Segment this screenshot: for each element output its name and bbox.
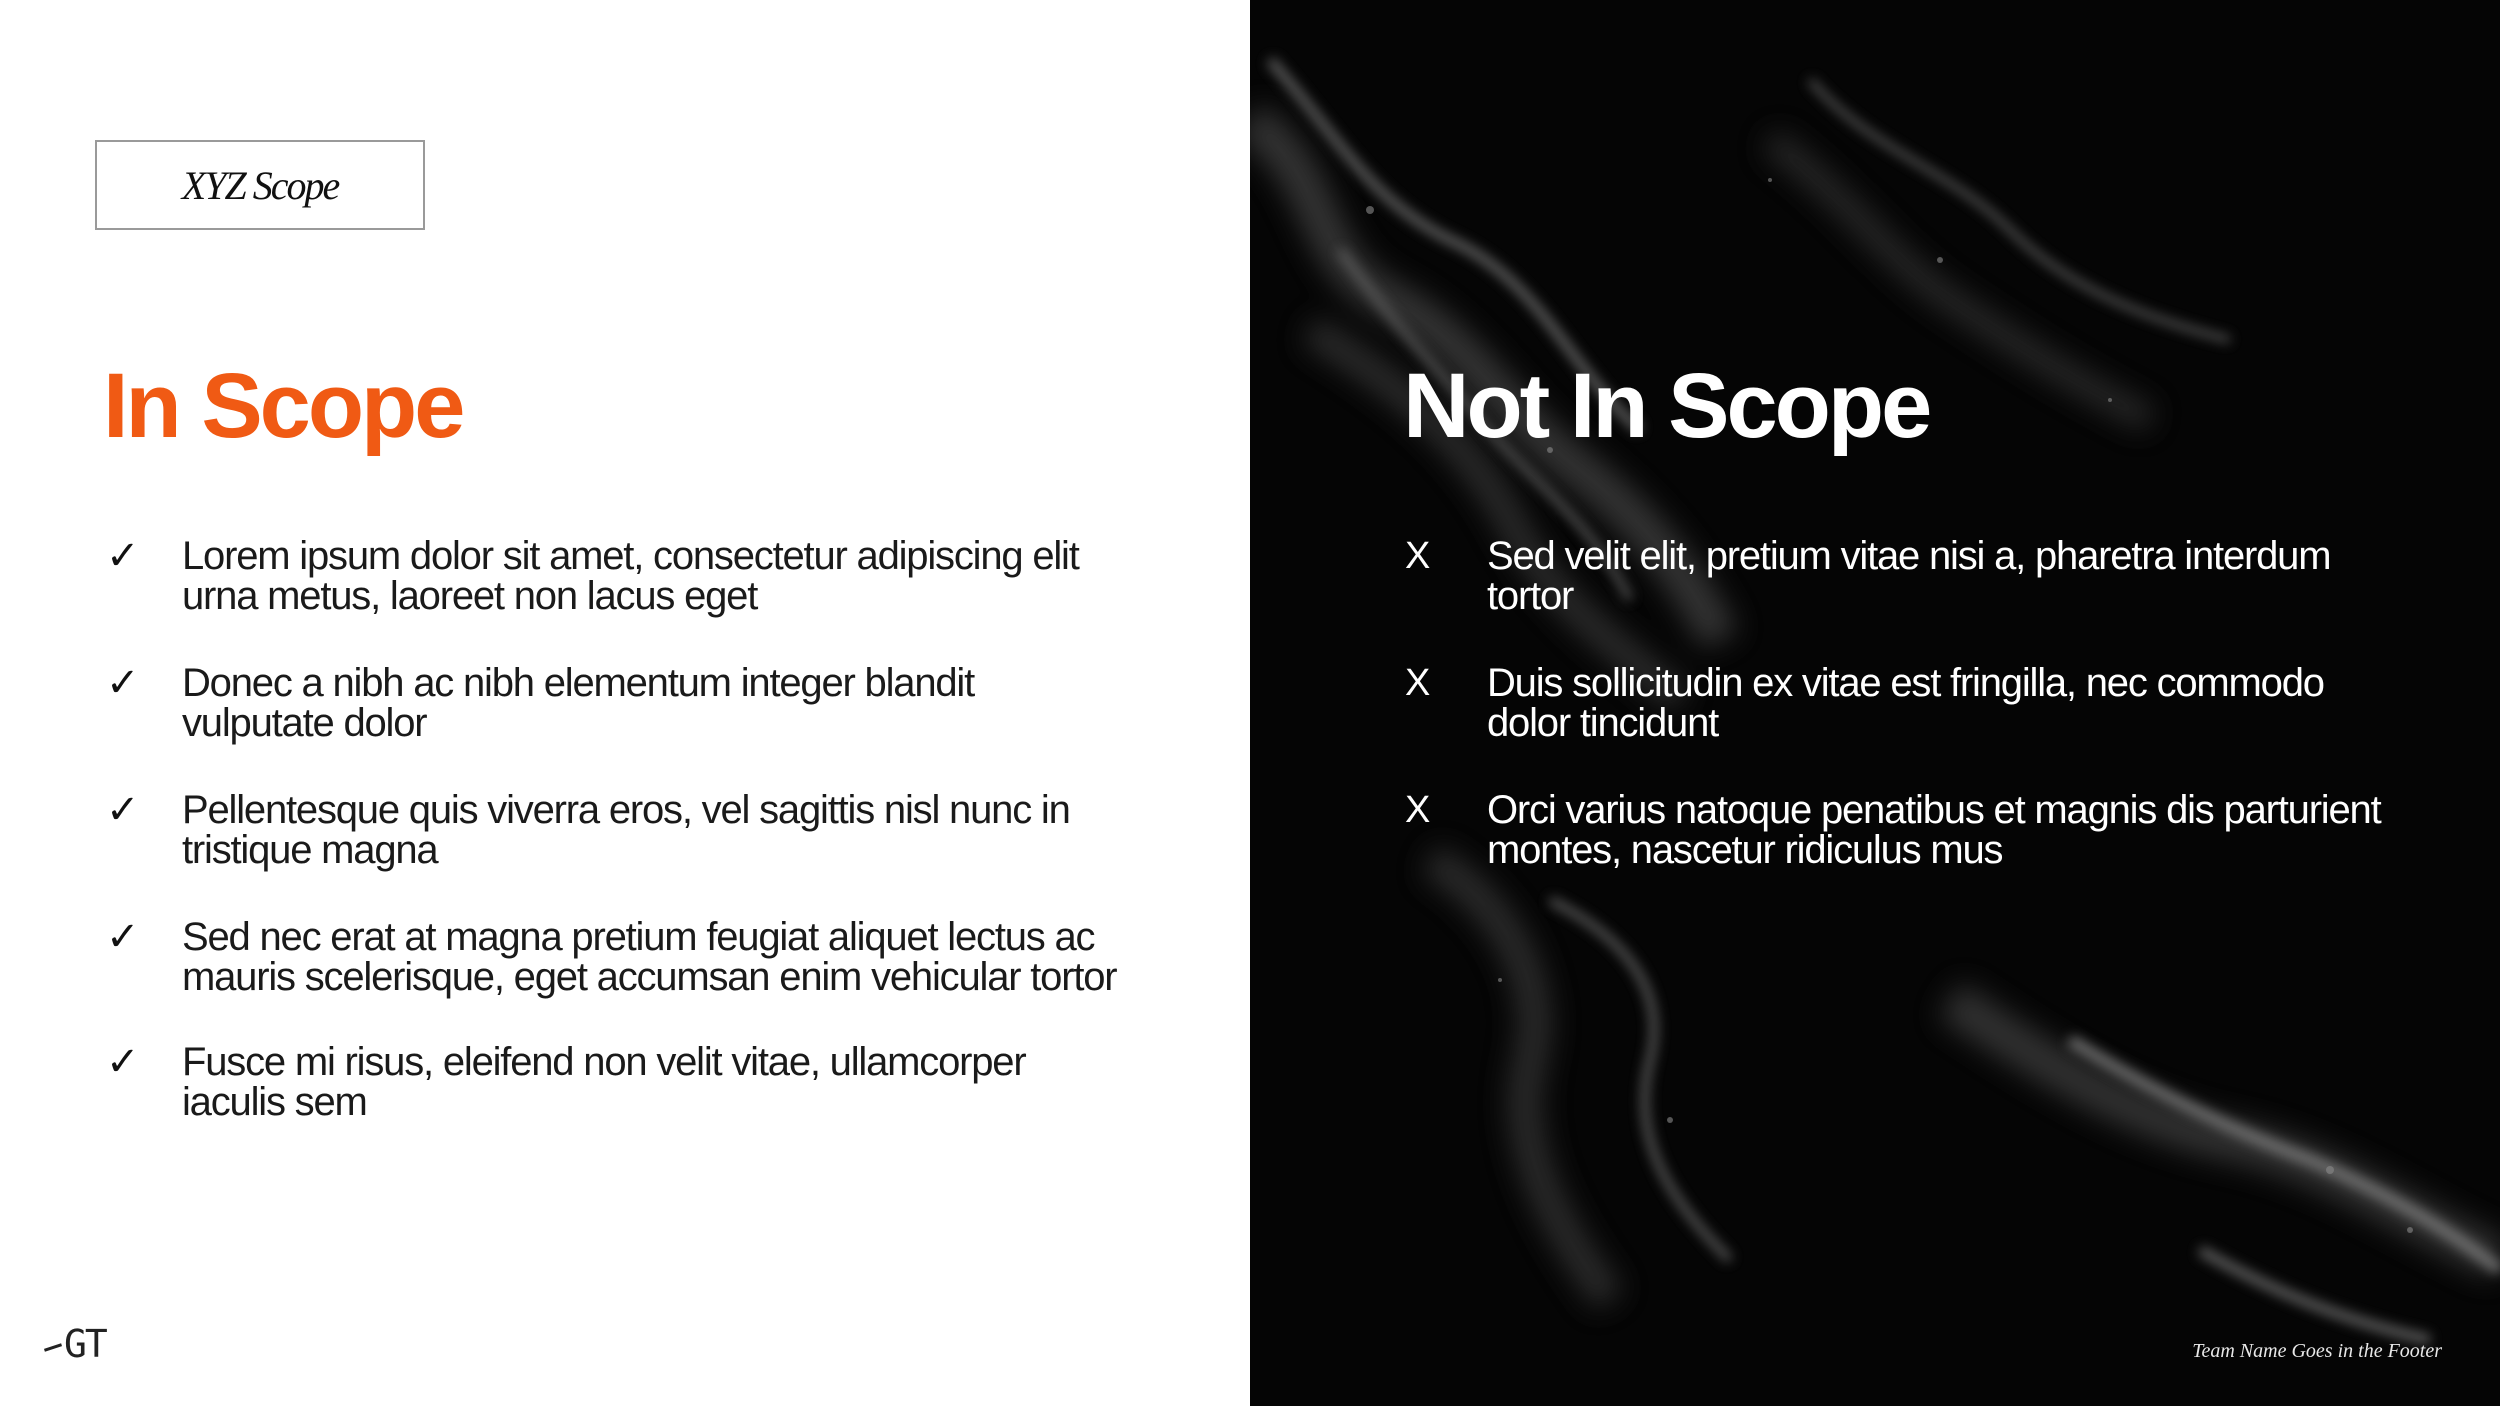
in-scope-item-text: Pellentesque quis viverra eros, vel sagittis nisl nunc in tristique magna	[182, 788, 1070, 872]
in-scope-list	[100, 536, 1120, 1169]
in-scope-heading: In Scope	[103, 355, 463, 457]
in-scope-item	[100, 663, 1120, 743]
in-scope-item-text: Sed nec erat at magna pretium feugiat aliquet lectus ac mauris scelerisque, eget accumsan enim vehicular tortor	[182, 915, 1117, 999]
x-mark-icon: X	[1405, 662, 1431, 704]
checkmark-icon: ✓	[106, 788, 140, 832]
in-scope-item-text: Donec a nibh ac nibh elementum integer blandit vulputate dolor	[182, 661, 975, 745]
checkmark-icon: ✓	[106, 915, 140, 959]
not-in-scope-item-text: Duis sollicitudin ex vitae est fringilla, nec commodo dolor tincidunt	[1487, 661, 2324, 745]
footer-team-name: Team Name Goes in the Footer	[2192, 1340, 2442, 1362]
not-in-scope-item	[1405, 790, 2405, 870]
not-in-scope-list	[1405, 536, 2405, 917]
in-scope-item-text: Fusce mi risus, eleifend non velit vitae, ullamcorper iaculis sem	[182, 1040, 1026, 1124]
checkmark-icon: ✓	[106, 534, 140, 578]
in-scope-item	[100, 536, 1120, 616]
in-scope-item	[100, 1042, 1120, 1122]
not-in-scope-item	[1405, 663, 2405, 743]
in-scope-item	[100, 917, 1120, 997]
x-mark-icon: X	[1405, 789, 1431, 831]
gt-logo	[44, 1322, 106, 1366]
not-in-scope-heading: Not In Scope	[1403, 355, 1930, 457]
not-in-scope-item-text: Sed velit elit, pretium vitae nisi a, pharetra interdum tortor	[1487, 534, 2331, 618]
not-in-scope-item	[1405, 536, 2405, 616]
checkmark-icon: ✓	[106, 1040, 140, 1084]
not-in-scope-item-text: Orci varius natoque penatibus et magnis dis parturient montes, nascetur ridiculus mus	[1487, 788, 2381, 872]
not-in-scope-panel	[1250, 0, 2500, 1406]
logo-text: GT	[64, 1322, 106, 1366]
in-scope-item-text: Lorem ipsum dolor sit amet, consectetur adipiscing elit urna metus, laoreet non lacus eget	[182, 534, 1079, 618]
logo-mark-icon	[44, 1343, 62, 1351]
x-mark-icon: X	[1405, 535, 1431, 577]
in-scope-item	[100, 790, 1120, 870]
scope-tag: XYZ Scope	[95, 140, 425, 230]
checkmark-icon: ✓	[106, 661, 140, 705]
